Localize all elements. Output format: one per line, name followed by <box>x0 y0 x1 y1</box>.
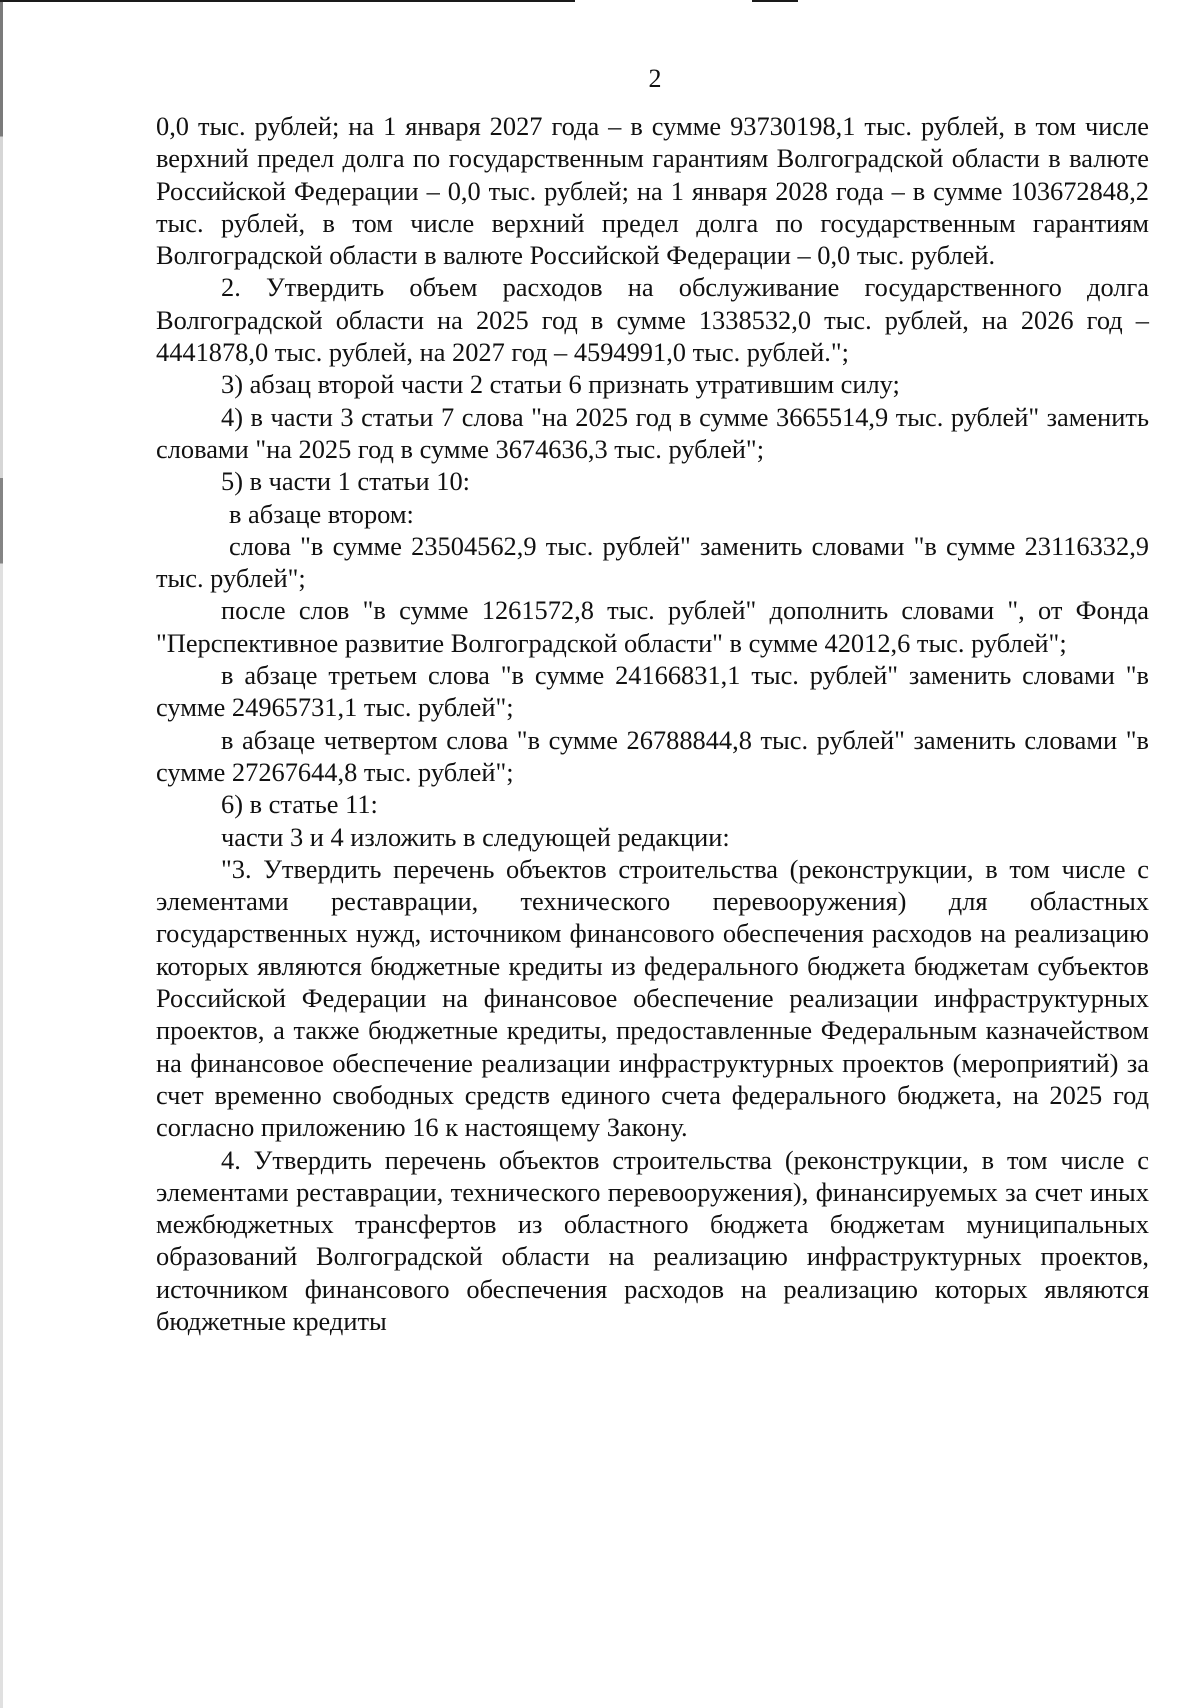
scan-edge-line <box>0 0 575 2</box>
paragraph: после слов "в сумме 1261572,8 тыс. рублей" дополнить словами ", от Фонда "Перспективное развитие Волгоградской области" в сумме 42012,6 тыс. рублей"; <box>156 595 1149 658</box>
scan-edge-line <box>752 0 798 2</box>
paragraph: 5) в части 1 статьи 10: <box>221 466 470 497</box>
paragraph: "3. Утвердить перечень объектов строительства (реконструкции, в том числе с элементами реставрации, технического перевооружения) для областных государственных нужд, источником финансового обеспечения расходов на реализацию которых являются бюджетные кредиты из федерального бюджета бюджетам субъектов Российской Федерации на финансовое обеспечение реализации инфраструктурных проектов, а также бюджетные кредиты, предоставленные Федеральным казначейством на финансовое обеспечение реализации инфраструктурных проектов (мероприятий) за счет временно свободных средств единого счета федерального бюджета, на 2025 год согласно приложению 16 к настоящему Закону. <box>156 853 1149 1143</box>
paragraph: 0,0 тыс. рублей; на 1 января 2027 года – в сумме 93730198,1 тыс. рублей, в том числе верхний предел долга по государственным гарантиям Волгоградской области в валюте Российской Федерации – 0,0 тыс. рублей; на 1 января 2028 года – в сумме 103672848,2 тыс. рублей, в том числе верхний предел долга по государственным гарантиям Волгоградской области в валюте Российской Федерации – 0,0 тыс. рублей. <box>156 111 1149 271</box>
paragraph: в абзаце третьем слова "в сумме 24166831,1 тыс. рублей" заменить словами "в сумме 24965731,1 тыс. рублей"; <box>156 660 1149 723</box>
paragraph: в абзаце четвертом слова "в сумме 26788844,8 тыс. рублей" заменить словами "в сумме 27267644,8 тыс. рублей"; <box>156 724 1149 787</box>
paragraph: 3) абзац второй части 2 статьи 6 признать утратившим силу; <box>221 369 900 400</box>
page-number: 2 <box>648 64 662 93</box>
scan-left-edge <box>0 0 3 1708</box>
paragraph: части 3 и 4 изложить в следующей редакции: <box>221 821 730 852</box>
document-body <box>156 110 1149 1337</box>
paragraph: 4. Утвердить перечень объектов строительства (реконструкции, в том числе с элементами реставрации, технического перевооружения), финансируемых за счет иных межбюджетных трансфертов из областного бюджета бюджетам муниципальных образований Волгоградской области на реализацию инфраструктурных проектов, источником финансового обеспечения расходов на реализацию которых являются бюджетные кредиты <box>156 1144 1149 1336</box>
paragraph: 6) в статье 11: <box>221 789 378 820</box>
paragraph: слова "в сумме 23504562,9 тыс. рублей" заменить словами "в сумме 23116332,9 тыс. рублей"; <box>156 530 1149 594</box>
paragraph: 4) в части 3 статьи 7 слова "на 2025 год в сумме 3665514,9 тыс. рублей" заменить словами "на 2025 год в сумме 3674636,3 тыс. рублей"; <box>156 401 1149 464</box>
paragraph: 2. Утвердить объем расходов на обслуживание государственного долга Волгоградской области на 2025 год в сумме 1338532,0 тыс. рублей, на 2026 год – 4441878,0 тыс. рублей, на 2027 год – 4594991,0 тыс. рублей."; <box>156 272 1149 368</box>
paragraph: в абзаце втором: <box>229 498 414 529</box>
